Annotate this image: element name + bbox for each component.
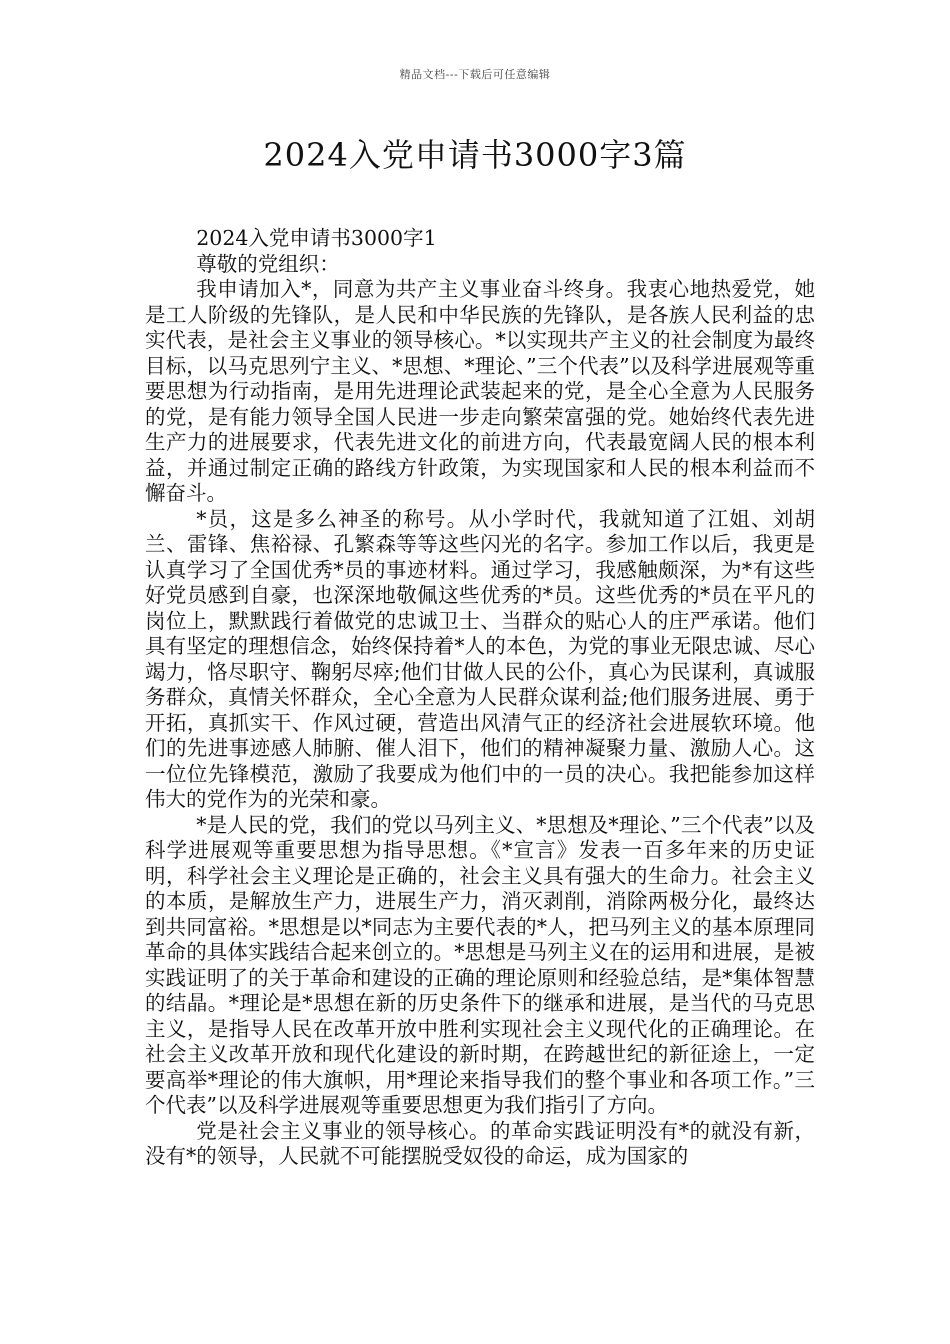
section-subtitle: 2024入党申请书3000字1 (196, 226, 437, 250)
paragraph-3: *是人民的党，我们的党以马列主义、*思想及*理论、”三个代表”以及科学进展观等重要思想为指导思想。《*宣言》发表一百多年来的历史证明，科学社会主义理论是正确的，社会主义具有强大的生命力。社会主义的本质，是解放生产力，进展生产力，消灭剥削，消除两极分化，最终达到共同富裕。*思想是以*同志为主要代表的*人，把马列主义的基本原理同革命的具体实践结合起来创立的。*思想是马列主义在的运用和进展，是被实践证明了的关于革命和建设的正确的理论原则和经验总结，是*集体智慧的结晶。*理论是*思想在新的历史条件下的继承和进展，是当代的马克思主义，是指导人民在改革开放中胜利实现社会主义现代化的正确理论。在社会主义改革开放和现代化建设的新时期，在跨越世纪的新征途上，一定要高举*理论的伟大旗帜，用*理论来指导我们的整个事业和各项工作。”三个代表”以及科学进展观等重要思想更为我们指引了方向。 (145, 812, 815, 1117)
header-note: 精品文档---下载后可任意编辑 (399, 68, 551, 81)
paragraph-2: *员，这是多么神圣的称号。从小学时代，我就知道了江姐、刘胡兰、雷锋、焦裕禄、孔繁森等等这些闪光的名字。参加工作以后，我更是认真学习了全国优秀*员的事迹材料。通过学习，我感触颇深，为*有这些好党员感到自豪，也深深地敬佩这些优秀的*员。这些优秀的*员在平凡的岗位上，默默践行着做党的忠诚卫士、当群众的贴心人的庄严承诺。他们具有坚定的理想信念，始终保持着*人的本色，为党的事业无限忠诚、尽心竭力，恪尽职守、鞠躬尽瘁;他们甘做人民的公仆，真心为民谋利，真诚服务群众，真情关怀群众，全心全意为人民群众谋利益;他们服务进展、勇于开拓，真抓实干、作风过硬，营造出风清气正的经济社会进展软环境。他们的先进事迹感人肺腑、催人泪下，他们的精神凝聚力量、激励人心。这一位位先锋模范，激励了我要成为他们中的一员的决心。我把能参加这样伟大的党作为的光荣和豪。 (145, 506, 815, 811)
document-title: 2024入党申请书3000字3篇 (263, 136, 687, 174)
paragraph-1: 我申请加入*，同意为共产主义事业奋斗终身。我衷心地热爱党，她是工人阶级的先锋队，是人民和中华民族的先锋队，是各族人民利益的忠实代表，是社会主义事业的领导核心。*以实现共产主义的社会制度为最终目标，以马克思列宁主义、*思想、*理论、”三个代表”以及科学进展观等重要思想为行动指南，是用先进理论武装起来的党，是全心全意为人民服务的党，是有能力领导全国人民进一步走向繁荣富强的党。她始终代表先进生产力的进展要求，代表先进文化的前进方向，代表最宽阔人民的根本利益，并通过制定正确的路线方针政策，为实现国家和人民的根本利益而不懈奋斗。 (145, 277, 815, 505)
salutation: 尊敬的党组织： (196, 251, 340, 276)
document-body (145, 226, 815, 1170)
paragraph-4: 党是社会主义事业的领导核心。的革命实践证明没有*的就没有新，没有*的领导，人民就不可能摆脱受奴役的命运，成为国家的 (145, 1118, 815, 1168)
